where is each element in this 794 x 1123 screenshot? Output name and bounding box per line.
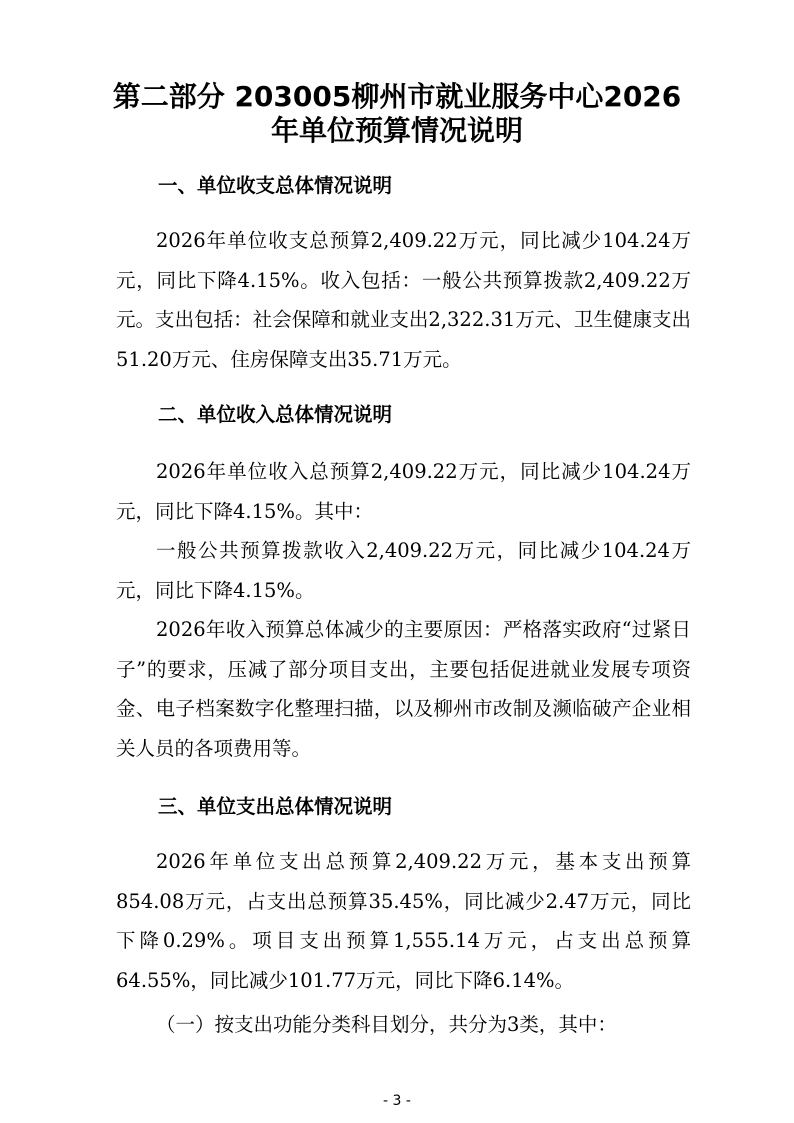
paragraph-income-decrease-reason: 2026年收入预算总体减少的主要原因：严格落实政府“过紧日子”的要求，压减了部分项目支出，主要包括促进就业发展专项资金、电子档案数字化整理扫描，以及柳州市改制及濒临破产企业相关人员的各项费用等。 (116, 618, 691, 760)
paragraph-functional-classification: （一）按支出功能分类科目划分，共分为3类，其中： (156, 1013, 617, 1036)
document-title-line-2: 年单位预算情况说明 (270, 114, 523, 147)
paragraph-general-public-budget: 一般公共预算拨款收入2,409.22万元，同比减少104.24万元，同比下降4.15%。 (116, 539, 691, 602)
paragraph-expense-summary: 2026年单位支出总预算2,409.22万元，基本支出预算854.08万元，占支出总预算35.45%，同比减少2.47万元，同比下降0.29%。项目支出预算1,555.14万元，占支出总预算64.55%，同比减少101.77万元，同比下降6.14%。 (116, 850, 691, 992)
section-heading-income: 二、单位收入总体情况说明 (158, 403, 393, 426)
section-heading-expense: 三、单位支出总体情况说明 (158, 795, 393, 818)
paragraph-income-expense-summary: 2026年单位收支总预算2,409.22万元，同比减少104.24万元，同比下降4.15%。收入包括：一般公共预算拨款2,409.22万元。支出包括：社会保障和就业支出2,322.31万元、卫生健康支出51.20万元、住房保障支出35.71万元。 (116, 229, 691, 371)
page-number: - 3 - (383, 1093, 411, 1109)
document-title-line-1: 第二部分 203005柳州市就业服务中心2026 (112, 80, 682, 113)
paragraph-income-summary: 2026年单位收入总预算2,409.22万元，同比减少104.24万元，同比下降4.15%。其中： (116, 460, 691, 523)
section-heading-income-expense: 一、单位收支总体情况说明 (158, 174, 393, 197)
